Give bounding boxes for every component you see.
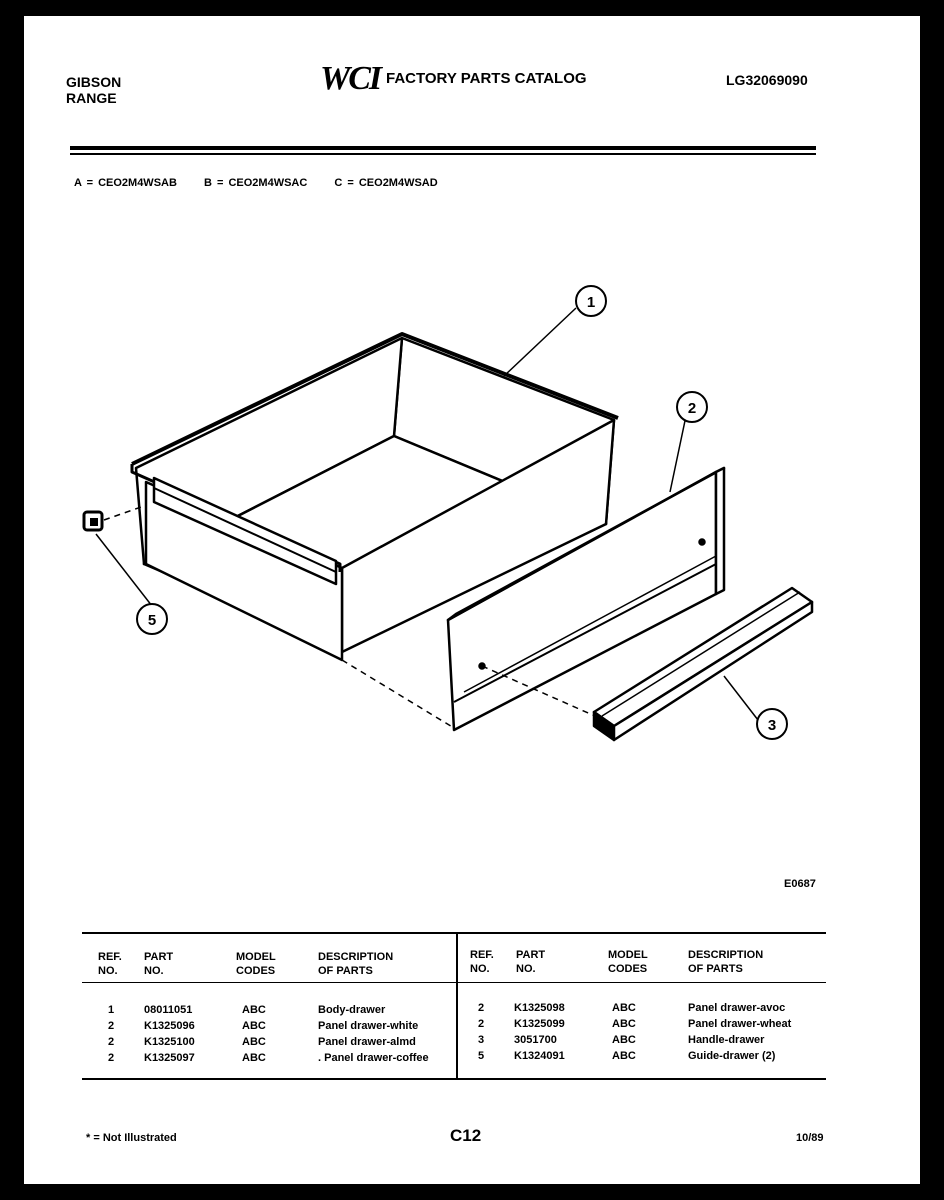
callout-2: 2: [687, 400, 697, 417]
catalog-title: FACTORY PARTS CATALOG: [386, 70, 587, 87]
left-description-column: Body-drawer Panel drawer-white Panel drawer-almd . Panel drawer-coffee: [318, 1004, 429, 1064]
header-ref-no-left: REF. NO.: [98, 951, 122, 977]
table-header-rule: [82, 982, 826, 983]
document-number: LG32069090: [726, 72, 808, 88]
brand-name: GIBSON: [66, 74, 122, 90]
table-divider: [456, 932, 458, 1080]
header-ref-no-right: REF. NO.: [470, 949, 494, 975]
header-model-codes-right: MODEL CODES: [608, 949, 648, 975]
right-ref-column: 2 2 3 5: [478, 1002, 485, 1062]
header-part-no-right: PART NO.: [516, 949, 546, 975]
callout-3: 3: [767, 717, 777, 734]
wci-logo: WCI: [320, 60, 381, 97]
model-code-a: A = CEO2M4WSAB: [74, 177, 177, 189]
exploded-drawer-diagram: [24, 16, 920, 776]
callout-1: 1: [586, 294, 596, 311]
page-code: C12: [450, 1126, 482, 1145]
header-part-no-left: PART NO.: [144, 951, 174, 977]
figure-id: E0687: [784, 878, 816, 890]
right-description-column: Panel drawer-avoc Panel drawer-wheat Handle-drawer Guide-drawer (2): [688, 1002, 792, 1062]
table-bottom-rule: [82, 1078, 826, 1080]
header-model-codes-left: MODEL CODES: [236, 951, 276, 977]
product-type: RANGE: [66, 90, 117, 106]
left-part-column: 08011051 K1325096 K1325100 K1325097: [144, 1004, 195, 1064]
guide-drawer-part: [84, 512, 102, 530]
revision-date: 10/89: [796, 1132, 824, 1144]
left-ref-column: 1 2 2 2: [108, 1004, 115, 1064]
callout-5: 5: [147, 612, 157, 629]
model-code-b: B = CEO2M4WSAC: [203, 177, 308, 189]
right-part-column: K1325098 K1325099 3051700 K1324091: [514, 1002, 565, 1062]
table-top-rule: [82, 932, 826, 934]
left-model-column: ABC ABC ABC ABC: [242, 1004, 266, 1064]
right-model-column: ABC ABC ABC ABC: [612, 1002, 636, 1062]
not-illustrated-note: * = Not Illustrated: [86, 1132, 177, 1144]
catalog-page: [24, 16, 920, 1184]
header-description-left: DESCRIPTION OF PARTS: [318, 951, 394, 977]
header-description-right: DESCRIPTION OF PARTS: [688, 949, 764, 975]
model-code-c: C = CEO2M4WSAD: [334, 177, 438, 189]
